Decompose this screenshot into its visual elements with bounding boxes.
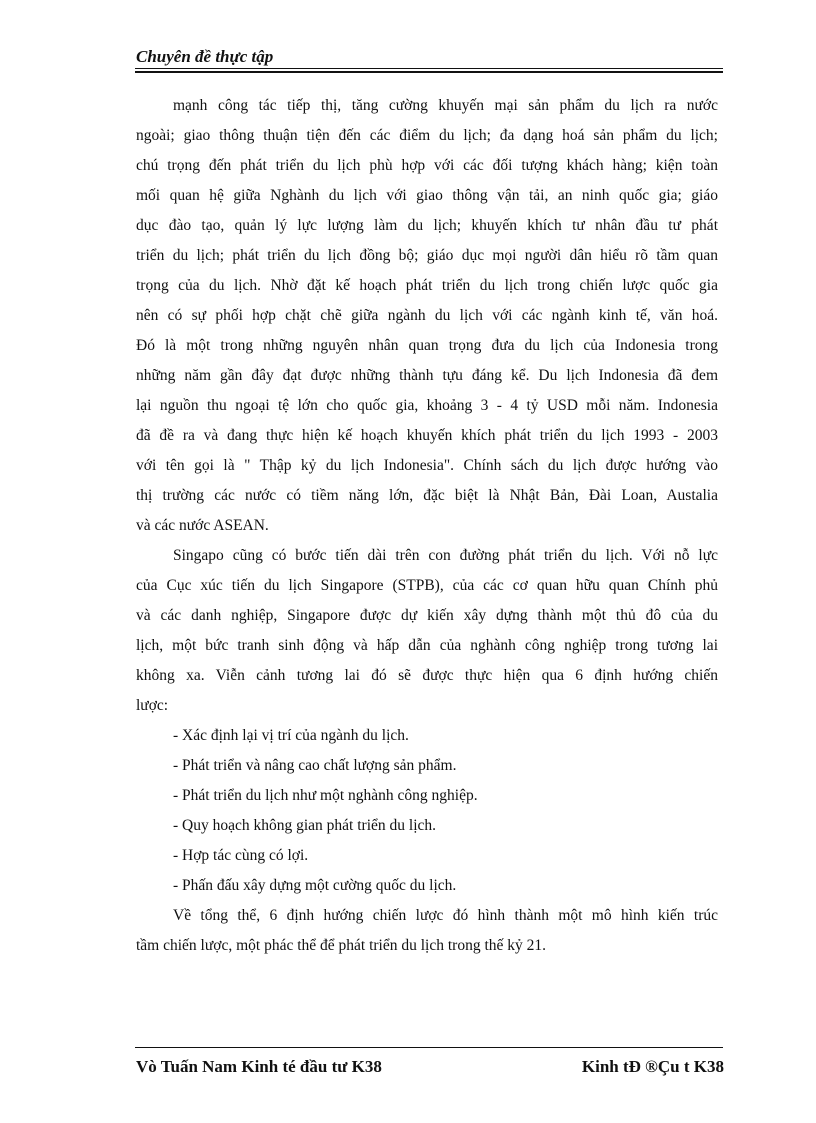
- text-line: dục đào tạo, quản lý lực lượng làm du lịch; khuyến khích tư nhân đầu tư phát: [136, 217, 718, 234]
- text-line: tầm chiến lược, một phác thể để phát triển du lịch trong thế kỷ 21.: [136, 937, 547, 954]
- text-line: Về tổng thể, 6 định hướng chiến lược đó hình thành một mô hình kiến trúc: [173, 907, 718, 924]
- text-line: đã đề ra và đang thực hiện kế hoạch khuyến khích phát triển du lịch 1993 - 2003: [136, 427, 718, 444]
- text-line: trọng của du lịch. Nhờ đặt kế hoạch phát triển du lịch trong chiến lược quốc gia: [136, 277, 718, 294]
- text-line: ngoài; giao thông thuận tiện đến các điểm du lịch; đa dạng hoá sản phẩm du lịch;: [136, 127, 718, 144]
- list-item: - Phát triển và nâng cao chất lượng sản phẩm.: [173, 757, 457, 774]
- text-line: Đó là một trong những nguyên nhân quan trọng đưa du lịch của Indonesia trong: [136, 337, 718, 354]
- text-line: triển du lịch; phát triển du lịch đồng bộ; giáo dục mọi người dân hiểu rõ tầm quan: [136, 247, 718, 264]
- text-line: chú trọng đến phát triển du lịch phù hợp với các đối tượng khách hàng; kiện toàn: [136, 157, 718, 174]
- text-line: của Cục xúc tiến du lịch Singapore (STPB), của các cơ quan hữu quan Chính phủ: [136, 577, 718, 594]
- body-text: [136, 91, 718, 961]
- text-line: và các danh nghiệp, Singapore được dự kiến xây dựng thành một thủ đô của du: [136, 607, 718, 624]
- page-header-title: Chuyên đề thực tập: [136, 47, 274, 66]
- list-item: - Xác định lại vị trí của ngành du lịch.: [173, 727, 409, 744]
- text-line: không xa. Viễn cảnh tương lai đó sẽ được thực hiện qua 6 định hướng chiến: [136, 667, 718, 684]
- text-line: mối quan hệ giữa Nghành du lịch với giao thông vận tải, an ninh quốc gia; giáo: [136, 187, 718, 204]
- text-line: Singapo cũng có bước tiến dài trên con đường phát triển du lịch. Với nỗ lực: [173, 547, 718, 564]
- text-line: lịch, một bức tranh sinh động và hấp dẫn của nghành công nghiệp trong tương lai: [136, 637, 718, 654]
- header-rule-thin: [135, 68, 723, 69]
- text-line: mạnh công tác tiếp thị, tăng cường khuyến mại sản phẩm du lịch ra nước: [173, 97, 718, 114]
- list-item: - Phát triển du lịch như một nghành công nghiệp.: [173, 787, 478, 804]
- text-line: và các nước ASEAN.: [136, 517, 269, 534]
- text-line: lại nguồn thu ngoại tệ lớn cho quốc gia, khoảng 3 - 4 tỷ USD mỗi năm. Indonesia: [136, 397, 718, 414]
- text-line: lược:: [136, 697, 169, 714]
- text-line: những năm gần đây đạt được những thành tựu đáng kể. Du lịch Indonesia đã đem: [136, 367, 718, 384]
- list-item: - Hợp tác cùng có lợi.: [173, 847, 309, 864]
- text-line: thị trường các nước có tiềm năng lớn, đặc biệt là Nhật Bản, Đài Loan, Austalia: [136, 487, 718, 504]
- list-item: - Quy hoạch không gian phát triển du lịch.: [173, 817, 437, 834]
- footer-course: Kinh tÐ ®Çu t K38: [581, 1057, 724, 1076]
- text-line: với tên gọi là " Thập kỷ du lịch Indonesia". Chính sách du lịch được hướng vào: [136, 457, 718, 474]
- list-item: - Phấn đấu xây dựng một cường quốc du lịch.: [173, 877, 457, 894]
- footer-author: Vò Tuấn Nam Kinh té đầu tư K38: [136, 1057, 382, 1076]
- text-line: nên có sự phối hợp chặt chẽ giữa ngành du lịch với các ngành kinh tế, văn hoá.: [136, 307, 718, 324]
- header-rule-thick: [135, 71, 723, 73]
- footer-rule: [135, 1047, 723, 1048]
